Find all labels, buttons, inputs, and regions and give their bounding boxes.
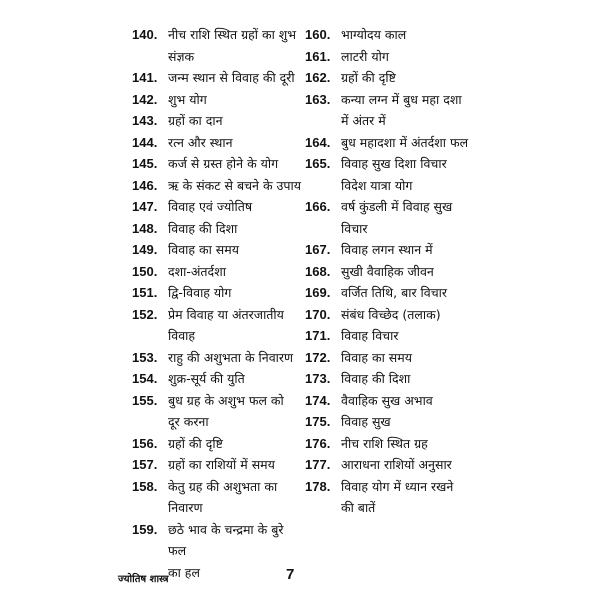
toc-entry [305,390,475,412]
toc-entry-title: छठे भाव के चन्द्रमा के बुरे फल [168,521,284,558]
toc-entry-number: 159. [132,521,158,537]
toc-entry-title: विवाह का समय [168,242,239,257]
toc-entry-number: 163. [305,91,331,107]
toc-entry-number: 157. [132,457,158,472]
toc-entry-number: 144. [132,134,158,150]
toc-entry-number: 142. [132,91,158,107]
toc-entry-title: विवाह योग में ध्यान रखने [341,478,454,494]
toc-entry [132,110,302,132]
toc-entry-title: शुक्र-सूर्य की युति [168,371,245,386]
toc-entry-title-continued: दूर करना [168,414,209,429]
toc-entry [305,24,475,46]
toc-entry-number: 164. [305,134,331,150]
toc-entry-number: 143. [132,113,158,128]
toc-entry-number: 151. [132,285,158,300]
toc-entry [132,196,302,218]
toc-entry-title: सुखी वैवाहिक जीवन [341,263,434,279]
toc-entry [305,46,475,68]
toc-entry-title-continued: संज्ञक [168,48,195,64]
toc-entry [305,132,475,154]
toc-entry-title: संबंध विच्छेद (तलाक) [341,306,441,322]
toc-entry-title: राहु की अशुभता के निवारण [168,349,294,365]
toc-entry-number: 168. [305,263,331,279]
toc-right-column [305,24,475,519]
toc-entry-title: केतु ग्रह की अशुभता का [168,478,278,494]
toc-entry [132,390,302,433]
toc-entry [132,347,302,369]
toc-entry [305,433,475,455]
footer-book-title: ज्योतिष शास्त्र [118,574,169,585]
toc-entry-number: 170. [305,306,331,322]
toc-entry [305,196,475,239]
toc-entry [305,347,475,369]
toc-entry-title: नीच राशि स्थित ग्रह [341,435,428,451]
toc-entry-number: 178. [305,478,331,494]
toc-entry [132,368,302,390]
toc-entry-number: 158. [132,478,158,494]
toc-entry-number: 174. [305,392,331,408]
toc-entry [132,132,302,154]
toc-entry-title: विवाह की दिशा [341,371,411,386]
toc-entry-number: 173. [305,371,331,386]
toc-entry-number: 160. [305,27,331,42]
toc-entry-number: 154. [132,371,158,386]
toc-entry [305,325,475,347]
toc-entry-number: 155. [132,392,158,408]
toc-entry [132,67,302,89]
toc-entry-title: रत्न और स्थान [168,134,233,150]
toc-entry-title: विवाह विचार [341,328,399,343]
toc-entry-number: 171. [305,328,331,343]
toc-entry [132,153,302,175]
toc-entry-title: विवाह एवं ज्योतिष [168,199,253,214]
toc-entry-number: 161. [305,48,331,64]
toc-entry [305,239,475,261]
toc-entry-title: आराधना राशियों अनुसार [341,457,452,472]
toc-entry-title: भाग्योदय काल [341,27,407,42]
toc-entry-title: विवाह लगन स्थान में [341,242,433,257]
toc-entry [132,476,302,519]
toc-entry-title-continued: विचार [341,220,368,236]
toc-entry [132,261,302,283]
toc-entry-title-continued: की बातें [341,500,376,515]
toc-entry-title: ग्रहों की दृष्टि [341,70,396,85]
toc-entry-number: 175. [305,414,331,429]
toc-entry-title: ग्रहों का राशियों में समय [168,457,275,472]
toc-entry [305,304,475,326]
toc-entry [305,261,475,283]
toc-entry [305,89,475,132]
toc-entry-title: वर्जित तिथि, बार विचार [341,285,448,300]
toc-entry [132,218,302,240]
toc-entry-number: 165. [305,156,331,171]
toc-entry-title: प्रेम विवाह या अंतरजातीय [168,306,284,322]
toc-entry [132,282,302,304]
toc-entry-title: ग्रहों की दृष्टि [168,435,223,451]
toc-entry-number: 146. [132,177,158,193]
toc-entry-number: 162. [305,70,331,85]
toc-entry-title: दशा-अंतर्दशा [168,263,226,279]
toc-entry-number: 177. [305,457,331,472]
toc-entry [132,175,302,197]
toc-entry-title: विवाह की दिशा [168,220,238,236]
toc-entry [305,368,475,390]
toc-entry-number: 153. [132,349,158,365]
toc-entry-number: 166. [305,199,331,214]
toc-entry [305,153,475,196]
toc-entry-number: 169. [305,285,331,300]
toc-entry-title: नीच राशि स्थित ग्रहों का शुभ [168,27,297,42]
toc-entry-number: 140. [132,27,158,42]
toc-entry-title-continued: विदेश यात्रा योग [341,177,413,193]
toc-entry [305,454,475,476]
toc-entry-title: जन्म स्थान से विवाह की दूरी [168,70,295,85]
toc-entry [132,454,302,476]
toc-entry-number: 149. [132,242,158,257]
toc-entry [132,239,302,261]
toc-entry-title: विवाह सुख [341,414,391,429]
toc-entry-title: शुभ योग [168,91,207,107]
toc-entry-number: 147. [132,199,158,214]
toc-entry-title-continued: का हल [168,564,200,580]
toc-entry-number: 167. [305,242,331,257]
toc-entry-title: बुध ग्रह के अशुभ फल को [168,392,284,408]
toc-entry-title-continued: में अंतर में [341,113,386,128]
toc-entry [305,67,475,89]
toc-entry-number: 148. [132,220,158,236]
toc-entry [305,282,475,304]
toc-entry-title: बुध महादशा में अंतर्दशा फल [341,134,469,150]
toc-entry-number: 145. [132,156,158,171]
toc-entry-number: 172. [305,349,331,365]
toc-entry-title: कन्या लग्न में बुध महा दशा [341,91,462,107]
toc-entry-number: 150. [132,263,158,279]
toc-entry [305,476,475,519]
toc-left-column [132,24,302,583]
toc-entry-title: द्वि-विवाह योग [168,285,232,300]
toc-entry [132,304,302,347]
toc-entry [132,89,302,111]
toc-entry-title: लाटरी योग [341,48,389,64]
toc-entry-title: वर्ष कुंडली में विवाह सुख [341,199,453,214]
toc-entry-number: 152. [132,306,158,322]
toc-entry-number: 176. [305,435,331,451]
toc-entry [132,24,302,67]
toc-entry-title: वैवाहिक सुख अभाव [341,392,433,408]
page-number: 7 [286,566,295,583]
toc-entry [305,411,475,433]
toc-entry-number: 156. [132,435,158,451]
toc-entry-title: ग्रहों का दान [168,113,223,128]
toc-entry-title: कर्ज से ग्रस्त होने के योग [168,156,279,171]
toc-entry-title-continued: विवाह [168,328,196,343]
toc-entry-title-continued: निवारण [168,500,203,515]
toc-entry [132,433,302,455]
toc-entry-title: विवाह का समय [341,349,412,365]
toc-entry-title: ऋ के संकट से बचने के उपाय [168,177,301,193]
toc-entry-title: विवाह सुख दिशा विचार [341,156,447,171]
toc-entry-number: 141. [132,70,158,85]
